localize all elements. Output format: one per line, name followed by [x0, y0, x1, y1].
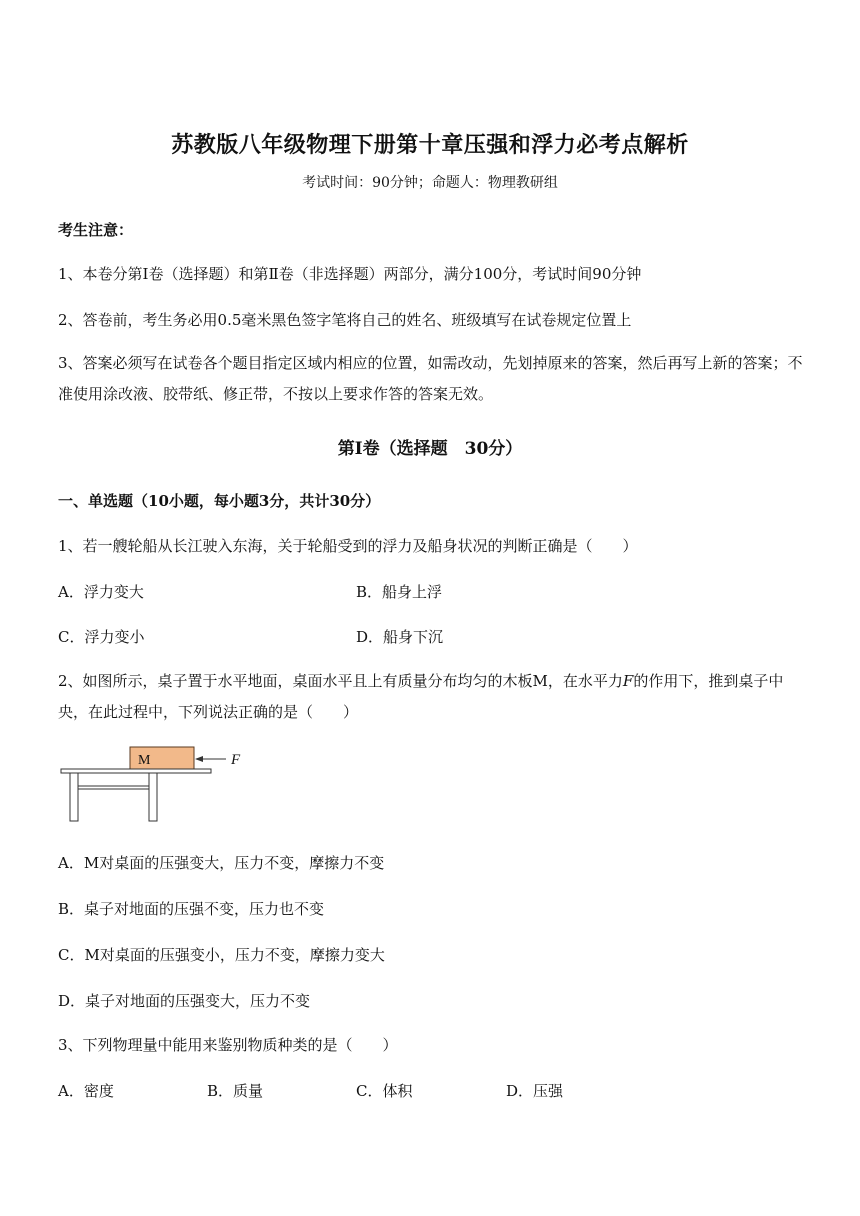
notice-heading: 考生注意：: [58, 221, 134, 239]
table-top: [61, 769, 211, 773]
notice-item-3: 3、答案必须写在试卷各个题目指定区域内相应的位置，如需改动，先划掉原来的答案，然后再写上新的答案；不准使用涂改液、胶带纸、修正带，不按以上要求作答的答案无效。: [58, 354, 803, 403]
block-label: M: [138, 753, 151, 768]
question-1-option-c: C．浮力变小: [58, 628, 145, 646]
table-leg-left: [70, 773, 78, 821]
force-arrow-head: [195, 756, 203, 762]
question-2-stem: [58, 666, 808, 728]
figure-svg: [58, 744, 258, 826]
question-1-option-d: D．船身下沉: [356, 628, 444, 646]
section-heading: 一、单选题（10小题，每小题3分，共计30分）: [58, 492, 381, 510]
question-2-option-b: B．桌子对地面的压强不变，压力也不变: [58, 900, 325, 918]
notice-item-1: 1、本卷分第Ⅰ卷（选择题）和第Ⅱ卷（非选择题）两部分，满分100分，考试时间90分钟: [58, 265, 642, 283]
question-3-option-b: B．质量: [207, 1082, 264, 1100]
question-1-option-a: A．浮力变大: [58, 583, 144, 601]
question-2-option-d: D．桌子对地面的压强变大，压力不变: [58, 992, 311, 1010]
question-1-stem: 1、若一艘轮船从长江驶入东海，关于轮船受到的浮力及船身状况的判断正确是（ ）: [58, 537, 638, 555]
question-2-option-a: A．M对桌面的压强变大，压力不变，摩擦力不变: [58, 854, 385, 872]
question-3-option-c: C．体积: [356, 1082, 413, 1100]
question-3-option-a: A．密度: [58, 1082, 114, 1100]
exam-subtitle: 考试时间：90分钟；命题人：物理教研组: [302, 175, 558, 191]
force-symbol: F: [622, 672, 634, 690]
table-leg-right: [149, 773, 157, 821]
notice-item-2: 2、答卷前，考生务必用0.5毫米黑色签字笔将自己的姓名、班级填写在试卷规定位置上: [58, 311, 632, 329]
question-3-option-d: D．压强: [506, 1082, 564, 1100]
table-block-figure: [58, 744, 258, 830]
question-2-stem-part1: 2、如图所示，桌子置于水平地面，桌面水平且上有质量分布均匀的木板M，在水平力: [58, 672, 623, 690]
question-1-option-b: B．船身上浮: [356, 583, 443, 601]
question-3-stem: 3、下列物理量中能用来鉴别物质种类的是（ ）: [58, 1036, 398, 1054]
question-2-option-c: C．M对桌面的压强变小，压力不变，摩擦力变大: [58, 946, 385, 964]
question-2-stem-part2: 的作用下，推到桌子中央，在此过程中，下列说法正确的是（ ）: [58, 672, 784, 721]
part-title: 第Ⅰ卷（选择题 30分）: [337, 439, 523, 459]
page-title: 苏教版八年级物理下册第十章压强和浮力必考点解析: [171, 132, 689, 158]
force-label: F: [231, 752, 241, 768]
